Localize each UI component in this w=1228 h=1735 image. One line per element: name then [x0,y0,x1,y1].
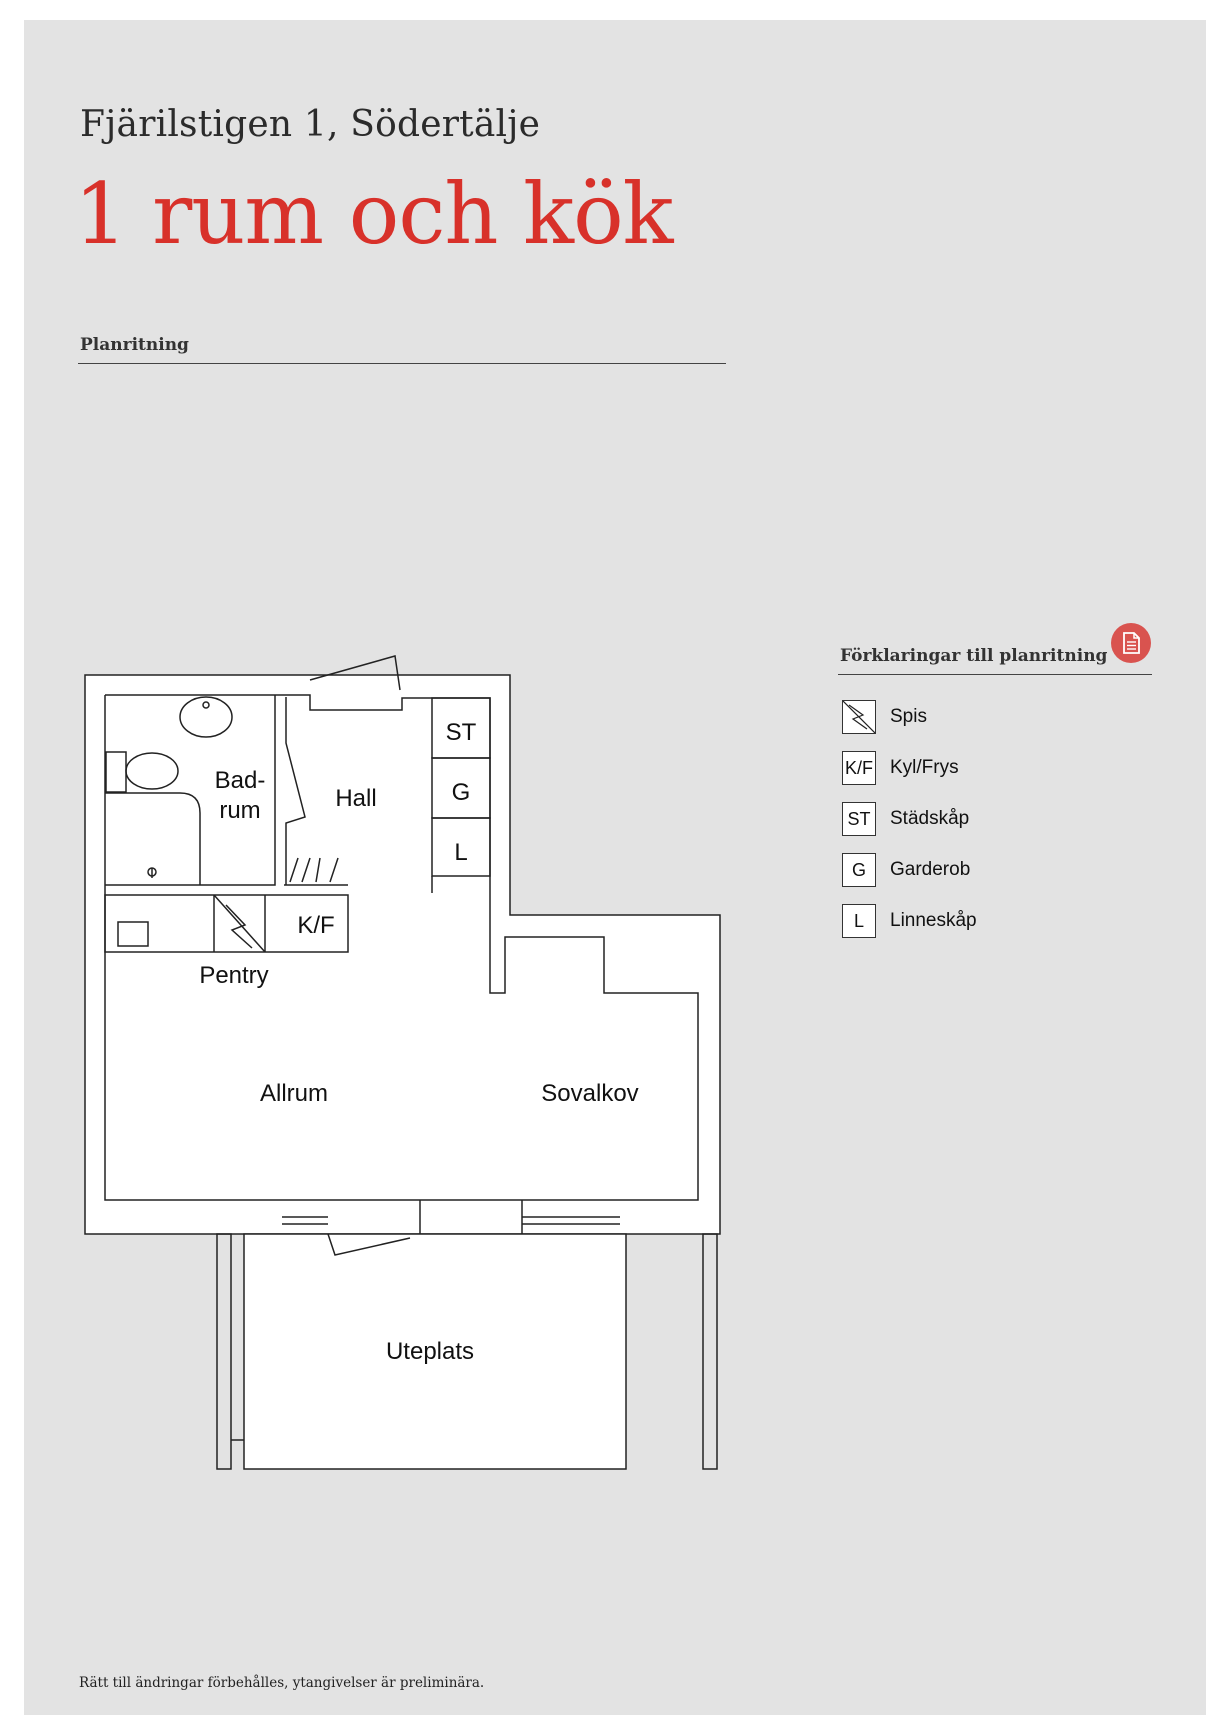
legend-code-st: ST [842,802,876,836]
page-title: 1 rum och kök [74,165,673,263]
fixture-label-kf: K/F [297,912,335,939]
room-label-bathroom-1: Bad- [214,767,266,794]
apartment-outline [85,675,720,1234]
legend-code-g: G [842,853,876,887]
address: Fjärilstigen 1, Södertälje [80,104,541,145]
fixture-label-l: L [454,839,468,866]
legend-title: Förklaringar till planritning [840,646,1108,666]
document-button[interactable] [1111,623,1151,663]
legend-divider [838,674,1152,675]
legend-code-l: L [842,904,876,938]
room-label-allrum: Allrum [259,1080,329,1107]
section-label-planritning: Planritning [80,335,189,355]
room-label-hall: Hall [335,785,377,812]
legend-label-garderob: Garderob [890,859,971,880]
legend-item-kyl-frys [842,750,959,786]
fixture-label-st: ST [445,719,477,746]
fixture-label-g: G [451,779,471,806]
room-label-sovalkov: Sovalkov [541,1080,639,1107]
legend-item-linneskap [842,903,977,939]
document-icon [1111,623,1151,663]
stove-icon [842,700,876,734]
legend-label-stadskap: Städskåp [890,808,970,829]
legend-label-kyl-frys: Kyl/Frys [890,757,959,778]
legend-label-spis: Spis [890,706,927,727]
room-label-uteplats: Uteplats [385,1338,475,1365]
legend-item-garderob [842,852,970,888]
legend-item-stadskap [842,801,969,837]
legend-code-kf: K/F [842,751,876,785]
legend-item-spis [842,699,927,735]
disclaimer: Rätt till ändringar förbehålles, ytangivelser är preliminära. [79,1675,485,1691]
room-label-bathroom-2: rum [219,797,261,824]
legend-label-linneskap: Linneskåp [890,910,977,931]
room-label-pentry: Pentry [199,962,269,989]
